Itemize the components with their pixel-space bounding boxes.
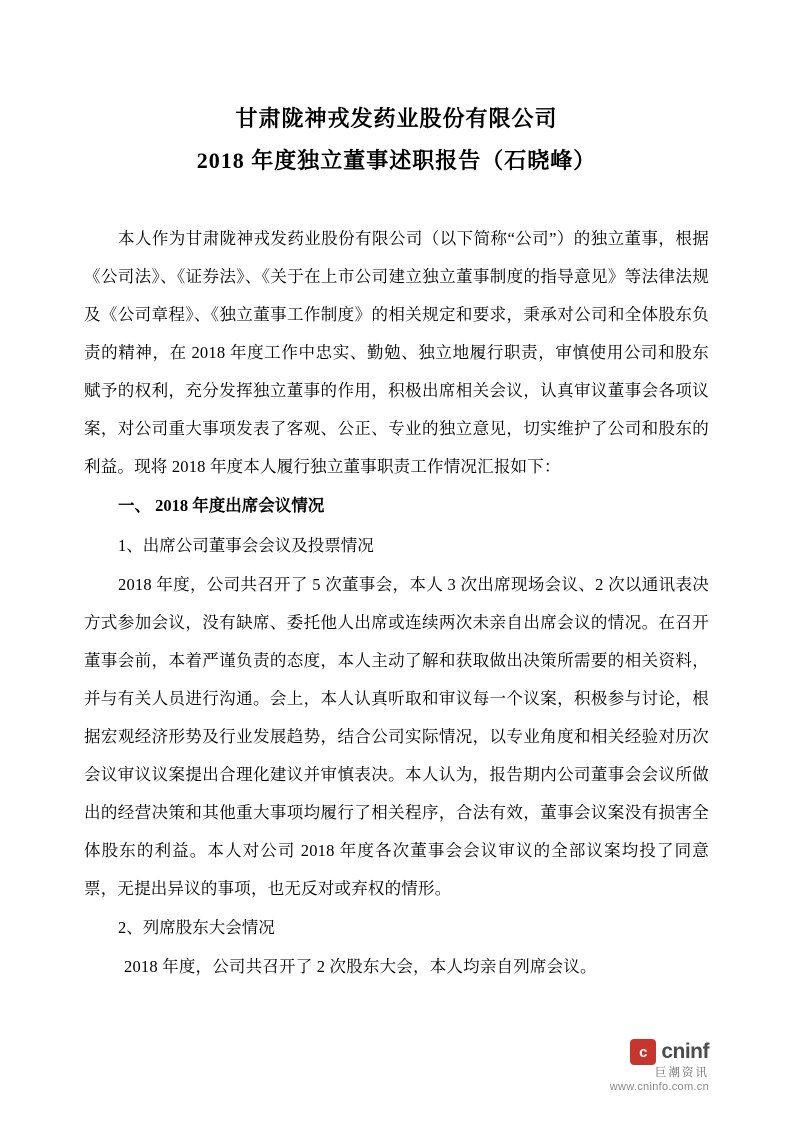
sub-heading-2: 2、列席股东大会情况	[118, 918, 275, 937]
document-title	[84, 98, 709, 182]
sub-paragraph-2: 2018 年度，公司共召开了 2 次股东大会，本人均亲自列席会议。	[124, 957, 597, 976]
document-body	[84, 220, 709, 986]
title-line-report: 2018 年度独立董事述职报告（石晓峰）	[196, 148, 597, 173]
sub-heading-1: 1、出席公司董事会会议及投票情况	[118, 536, 374, 555]
section-heading-1: 一、 2018 年度出席会议情况	[118, 496, 325, 515]
cninfo-logo-text: cninf	[661, 1040, 709, 1064]
cninfo-url: www.cninfo.com.cn	[609, 1081, 709, 1094]
cninfo-logo-mark: c	[630, 1039, 656, 1065]
cninfo-brand-cn: 巨潮资讯	[655, 1067, 709, 1080]
title-line-company: 甘肃陇神戎发药业股份有限公司	[235, 106, 558, 131]
footer-watermark	[610, 1039, 709, 1094]
cninfo-logo	[610, 1039, 709, 1065]
sub-paragraph-1: 2018 年度，公司共召开了 5 次董事会，本人 3 次出席现场会议、2 次以通讯表决方式参加会议，没有缺席、委托他人出席或连续两次未亲自出席会议的情况。在召开董事会前，本着严谨负责的态度，本人主动了解和获取做出决策所需要的相关资料，并与有关人员进行沟通。会上，本人认真听取和审议每一个议案，积极参与讨论，根据宏观经济形势及行业发展趋势，结合公司实际情况，以专业角度和相关经验对历次会议审议议案提出合理化建议并审慎表决。本人认为，报告期内公司董事会会议所做出的经营决策和其他重大事项均履行了相关程序，合法有效，董事会议案没有损害全体股东的利益。本人对公司 2018 年度各次董事会会议审议的全部议案均投了同意票，无提出异议的事项，也无反对或弃权的情形。	[84, 575, 709, 898]
intro-paragraph: 本人作为甘肃陇神戎发药业股份有限公司（以下简称“公司”）的独立董事，根据《公司法》、《证券法》、《关于在上市公司建立独立董事制度的指导意见》等法律法规及《公司章程》、《独立董事工作制度》的相关规定和要求，秉承对公司和全体股东负责的精神，在 2018 年度工作中忠实、勤勉、独立地履行职责，审慎使用公司和股东赋予的权利，充分发挥独立董事的作用，积极出席相关会议，认真审议董事会各项议案，对公司重大事项发表了客观、公正、专业的独立意见，切实维护了公司和股东的利益。现将 2018 年度本人履行独立董事职责工作情况汇报如下：	[84, 229, 709, 476]
